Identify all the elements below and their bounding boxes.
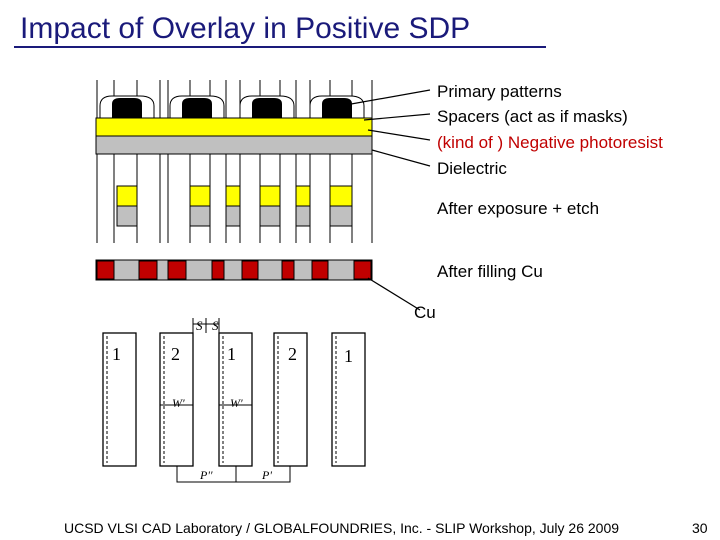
primary-patterns — [100, 96, 364, 118]
label-cu: Cu — [414, 303, 436, 322]
spacing-label-2: S — [212, 318, 219, 333]
label-after-fill: After filling Cu — [437, 262, 543, 281]
slide-title: Impact of Overlay in Positive SDP — [20, 12, 471, 45]
line-number-1b: 1 — [227, 344, 236, 364]
label-primary-patterns: Primary patterns — [437, 82, 562, 101]
label-after-etch: After exposure + etch — [437, 199, 600, 218]
filled-bar — [96, 260, 372, 280]
spacing-label-1: S — [196, 318, 203, 333]
pitch-label-2: P' — [262, 468, 272, 482]
line-number-2a: 2 — [171, 344, 180, 364]
width-label-2: W' — [230, 396, 243, 410]
page-number: 30 — [692, 520, 708, 536]
etched-stacks — [117, 186, 352, 226]
spacer-layer — [96, 118, 372, 136]
label-dielectric: Dielectric — [437, 159, 507, 178]
line-number-1a: 1 — [112, 344, 121, 364]
label-spacers: Spacers (act as if masks) — [437, 107, 628, 126]
cu-leader — [368, 278, 420, 310]
pitch-label-1: P'' — [200, 468, 213, 482]
footer-text: UCSD VLSI CAD Laboratory / GLOBALFOUNDRIES, Inc. - SLIP Workshop, July 26 2009 — [64, 520, 620, 536]
line-number-2b: 2 — [288, 344, 297, 364]
label-negative-photoresist: (kind of ) Negative photoresist — [437, 133, 663, 152]
pitch-brackets — [177, 466, 290, 482]
dielectric-layer — [96, 136, 372, 154]
width-label-1: W' — [172, 396, 185, 410]
line-number-1c: 1 — [344, 346, 353, 366]
